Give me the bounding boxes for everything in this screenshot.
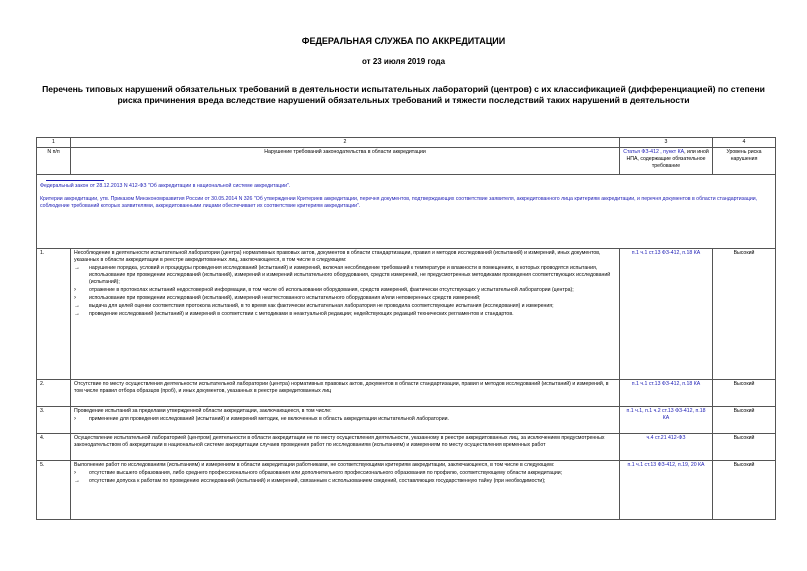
sub-item-text: проведение исследований (испытаний) и измерений в соответствии с методиками в неактуальной редакции; недействующих редакций технических регламентов и стандартов. xyxy=(89,311,514,317)
chevron-right-icon: › xyxy=(74,416,76,422)
row-ref[interactable]: ч.4 ст.21 412-ФЗ xyxy=(620,434,713,461)
footnotes-cell xyxy=(37,175,776,249)
table-row xyxy=(37,249,776,380)
row-ref[interactable]: п.1 ч.1 ст.13 ФЗ-412, п.18 КА xyxy=(620,249,713,380)
sub-item-text: отсутствие допуска к работам по проведению исследований (испытаний) и измерений, связанным с использованием сведений, составляющих государственную тайну (при необходимости); xyxy=(89,478,546,484)
row-text: Осуществление испытательной лабораторией (центром) деятельности в области аккредитации не по месту осуществления деятельности, указанному в реестре аккредитованных лиц, за исключением предусмотренных законодательством об аккредитации в национальной системе аккредитации случаев проведения работ по исследованиям (испытаниям) и измерениям по месту осуществления временных работ xyxy=(71,434,620,461)
table-row xyxy=(37,407,776,434)
row-risk: Высокий xyxy=(713,380,776,407)
sub-item-text: выдача для целей оценки соответствия протокола испытаний, в то время как фактически испытательная лаборатория не проводила соответствующие испытания (исследования) и измерения; xyxy=(89,303,554,309)
agency-name: ФЕДЕРАЛЬНАЯ СЛУЖБА ПО АККРЕДИТАЦИИ xyxy=(301,36,506,46)
chevron-right-icon: › xyxy=(74,295,76,301)
chevron-right-icon: › xyxy=(74,287,76,293)
sub-item-text: использование при проведении исследований (испытаний), измерений неаттестованного испытательного оборудования и/или неповеренных средств измерений; xyxy=(89,295,481,301)
sub-item-text: отражение в протоколах испытаний недостоверной информации, в том числе об использовании оборудования, средств измерений, фактически отсутствующих у испытательной лаборатории (центра); xyxy=(89,287,574,293)
arrow-icon: → xyxy=(74,478,80,484)
sub-item-text: применение для проведения исследований (испытаний) и измерений методик, не включенных в область аккредитации испытательной лаборатории. xyxy=(89,416,449,422)
row-ref[interactable]: п.1 ч.1 ст.13 ФЗ-412, п.19, 20 КА xyxy=(620,461,713,520)
sub-item xyxy=(74,287,616,294)
header-article xyxy=(620,148,713,175)
sub-item xyxy=(74,416,616,423)
row-risk: Высокий xyxy=(713,407,776,434)
arrow-icon: → xyxy=(74,265,80,271)
violations-table xyxy=(36,137,776,520)
header-article-rest: , или иной НПА, содержащие обязательное требование xyxy=(626,149,709,169)
article-link[interactable]: Статья ФЗ-412 , пункт КА xyxy=(623,149,685,155)
row-text: Выполнение работ по исследованиям (испытаниям) и измерениям в области аккредитации работниками, не соответствующими критериям аккредитации, заключающееся, в том числе в следующем: xyxy=(74,462,555,468)
arrow-icon: → xyxy=(74,311,80,317)
column-number-row xyxy=(37,138,776,148)
column-number: 1 xyxy=(37,138,71,148)
row-num: 1. xyxy=(37,249,71,380)
table-row xyxy=(37,461,776,520)
header-risk: Уровень риска нарушения xyxy=(713,148,776,175)
row-risk: Высокий xyxy=(713,461,776,520)
column-header-row xyxy=(37,148,776,175)
row-ref[interactable]: п.1 ч.1 ст.13 ФЗ-412, п.18 КА xyxy=(620,380,713,407)
chevron-right-icon: › xyxy=(74,470,76,476)
footnotes-row xyxy=(37,175,776,249)
sub-item xyxy=(74,265,616,286)
column-number: 3 xyxy=(620,138,713,148)
row-text: Проведение испытаний за пределами утвержденной области аккредитации, заключающееся, в том числе: xyxy=(74,408,332,414)
footnote-1[interactable]: Федеральный закон от 28.12.2013 N 412-ФЗ "Об аккредитации в национальной системе аккредитации". xyxy=(40,183,291,189)
row-risk: Высокий xyxy=(713,434,776,461)
row-text-cell xyxy=(71,461,620,520)
row-num: 5. xyxy=(37,461,71,520)
row-num: 3. xyxy=(37,407,71,434)
row-text: Отсутствие по месту осуществления деятельности испытательной лаборатории (центра) нормативных правовых актов, документов в области стандартизации, правил и методов исследований (испытаний) и измерений, в том числе правил отбора образцов (проб), и иных документов, указанных в реестре аккредитованных лиц xyxy=(71,380,620,407)
column-number: 2 xyxy=(71,138,620,148)
header-num: N п/п xyxy=(37,148,71,175)
sub-item xyxy=(74,311,616,318)
table-row xyxy=(37,380,776,407)
document-date: от 23 июля 2019 года xyxy=(361,57,446,66)
row-text-cell xyxy=(71,249,620,380)
sub-item-text: отсутствие высшего образования, либо среднего профессионального образования или дополнительного профессионального образования по профилю, соответствующему области аккредитации; xyxy=(89,470,563,476)
row-ref[interactable]: п.1 ч.1, п.1 ч.2 ст.13 ФЗ-412, п.18 КА xyxy=(620,407,713,434)
row-risk: Высокий xyxy=(713,249,776,380)
sub-item xyxy=(74,295,616,302)
sub-item xyxy=(74,303,616,310)
row-num: 2. xyxy=(37,380,71,407)
row-text-cell xyxy=(71,407,620,434)
footnote-divider xyxy=(46,180,104,181)
sub-item xyxy=(74,478,616,485)
header-violation: Нарушение требований законодательства в области аккредитации xyxy=(71,148,620,175)
table-row xyxy=(37,434,776,461)
column-number: 4 xyxy=(713,138,776,148)
sub-item xyxy=(74,470,616,477)
row-text: Несоблюдение в деятельности испытательной лаборатории (центра) нормативных правовых актов, документов в области стандартизации, правил и методов исследований (испытаний) и измерений, иных документов, указанных в области аккредитации в реестре аккредитованных лиц, заключающееся, в том числе в следующем: xyxy=(74,250,601,263)
footnote-2[interactable]: Критерии аккредитации, утв. Приказом Минэкономразвития России от 30.05.2014 N 326 "Об утверждении Критериев аккредитации, перечня документов, подтверждающих соответствие заявителя, аккредитованного лица критериям аккредитации, и перечня документов в области стандартизации, соблюдение требований которых заявителями, аккредитованными лицами обеспечивает их соответствие критериям аккредитации". xyxy=(40,196,758,209)
arrow-icon: → xyxy=(74,303,80,309)
row-num: 4. xyxy=(37,434,71,461)
document-title: Перечень типовых нарушений обязательных требований в деятельности испытательных лабораторий (центров) с их классификацией (дифференциацией) по степени риска причинения вреда вследствие нарушений обязательных требований и тяжести последствий таких нарушений в деятельности xyxy=(42,84,765,105)
sub-item-text: нарушение порядка, условий и процедуры проведения исследований (испытаний) и измерений, включая несоблюдение требований к температуре и влажности в помещениях, в которых проводятся испытания, использование при проведении исследований (испытаний), измерений и измерений испытательного оборудования, средств измерений, не предусмотренных методиками проведения соответствующих исследований (испытаний); xyxy=(89,265,611,285)
